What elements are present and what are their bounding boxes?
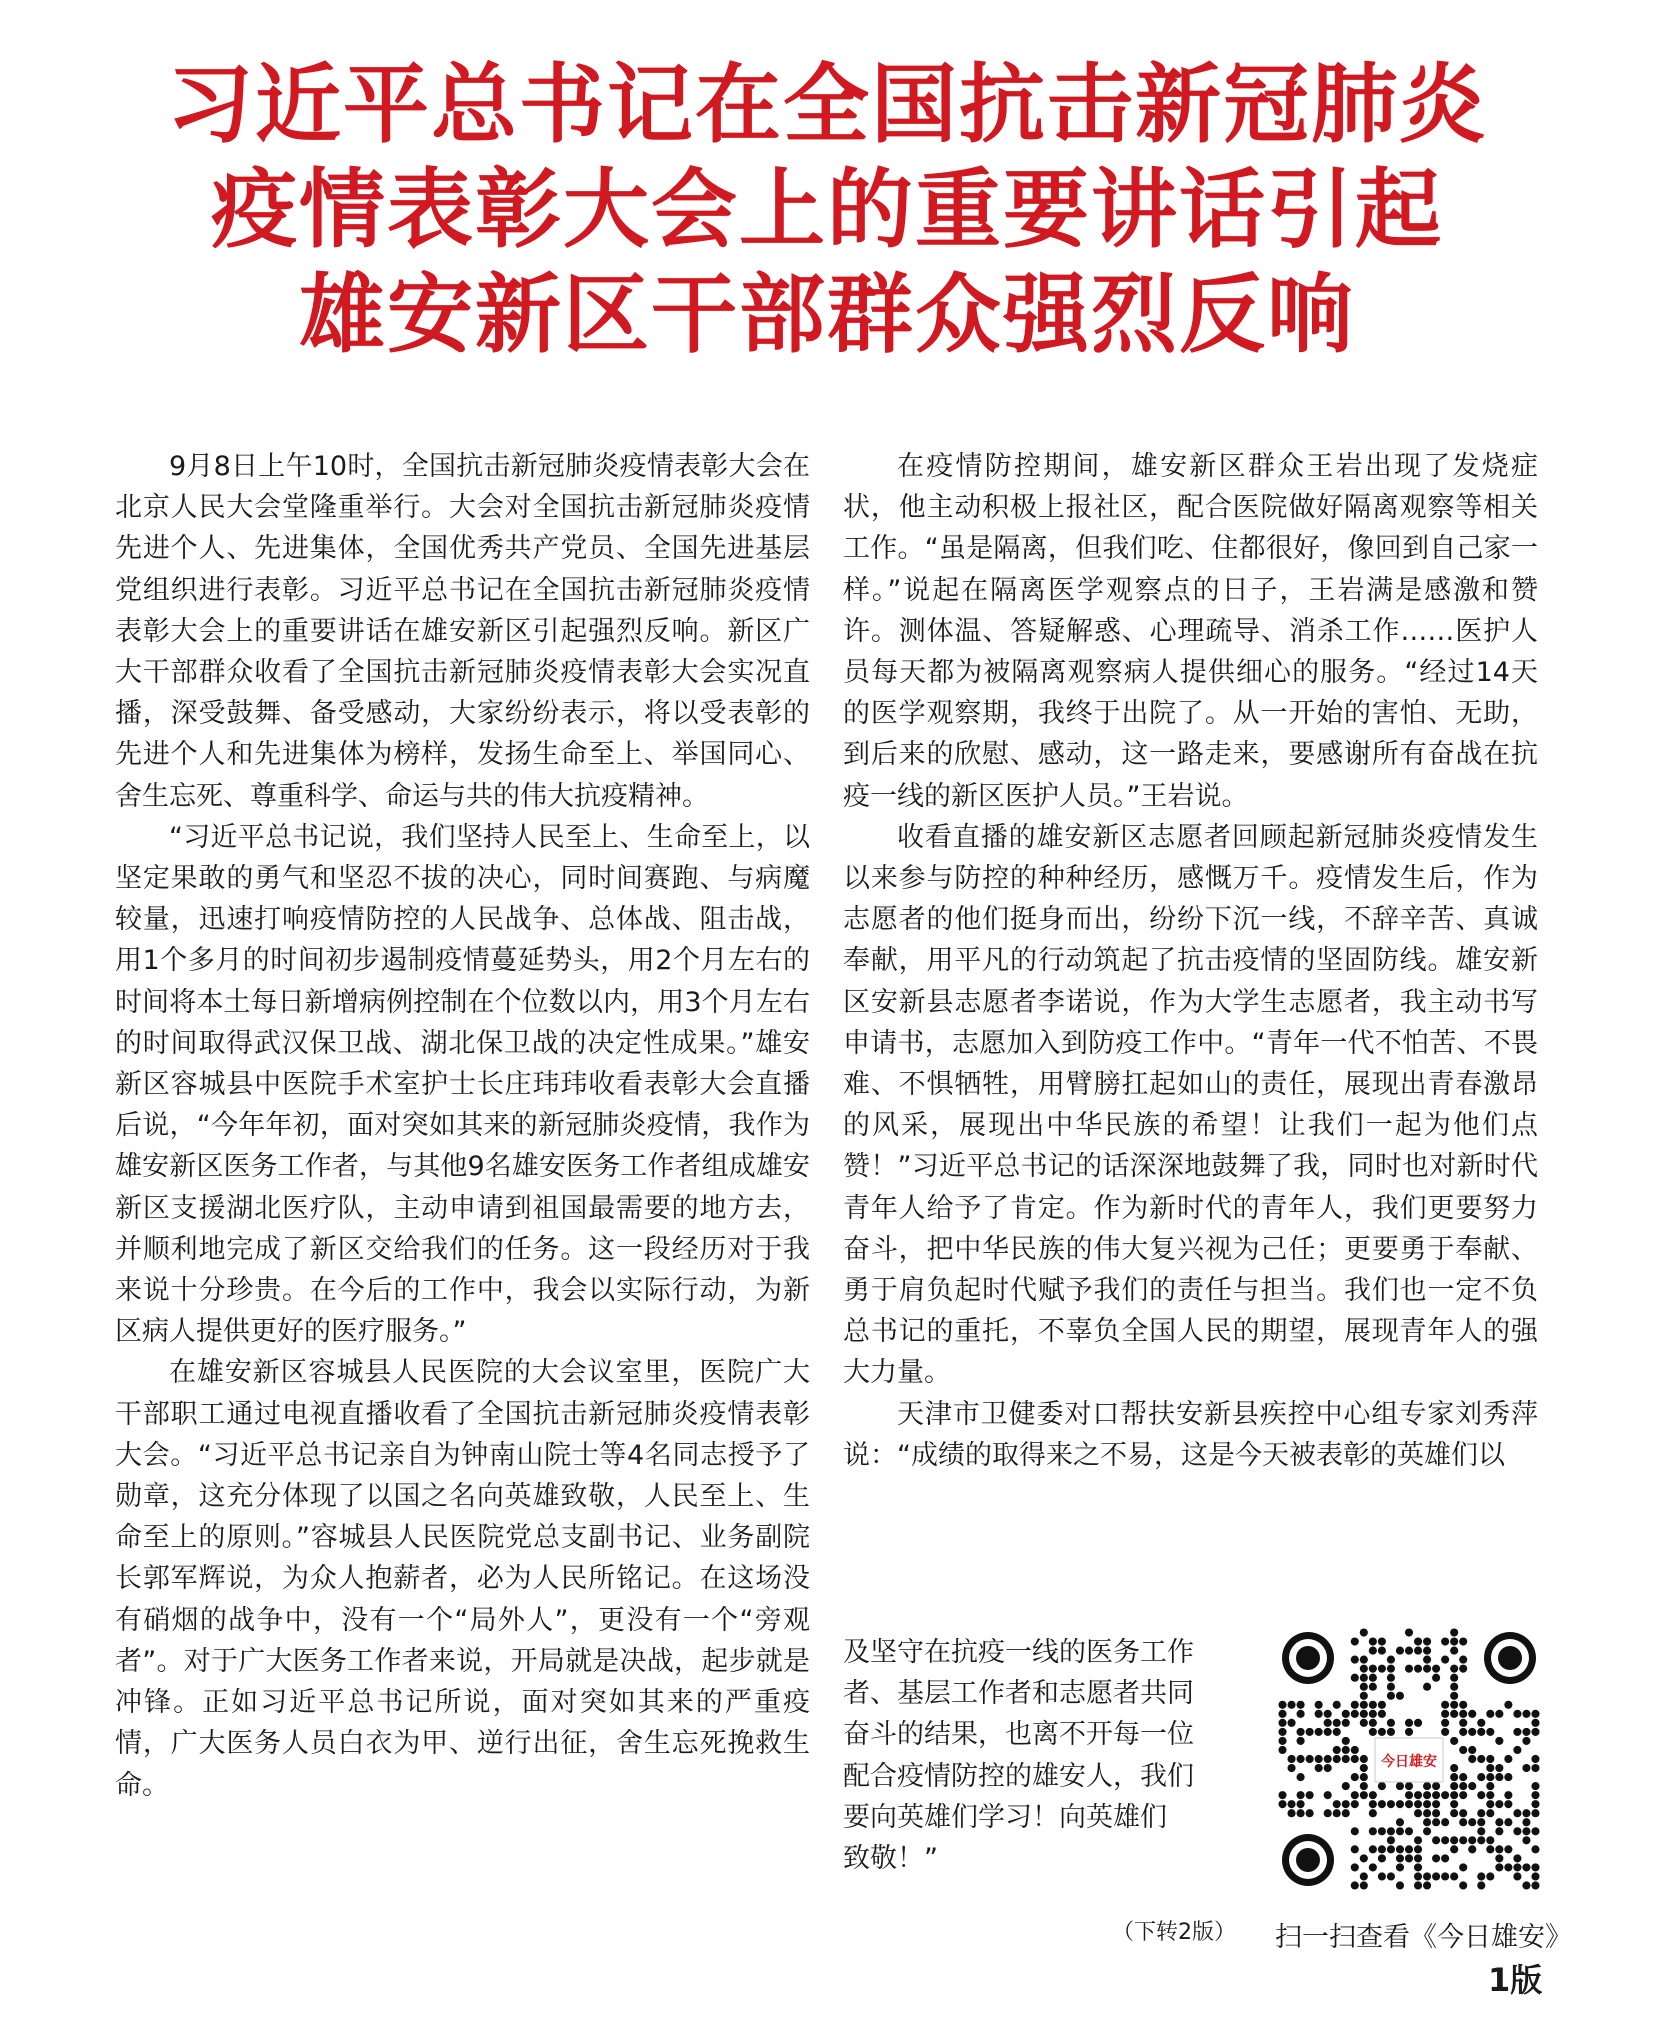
right-paragraph-3: 天津市卫健委对口帮扶安新县疾控中心组专家刘秀萍说：“成绩的取得来之不易，这是今天被表彰的英雄们以 [843,1398,1538,1471]
right-column [843,446,1538,1476]
headline-line-2: 疫情表彰大会上的重要讲话引起 [211,159,1443,260]
left-column [115,446,810,1806]
headline-line-3: 雄安新区干部群众强烈反响 [299,264,1355,365]
right-paragraph-3-continued [843,1632,1233,1879]
qr-finder-bottom-left [1282,1834,1334,1886]
page-number: 1版 [1488,1961,1543,1999]
wrap-line: 配合疫情防控的雄安人，我们 [843,1760,1194,1792]
qr-finder-top-right [1484,1632,1536,1684]
qr-finder-top-left [1282,1632,1334,1684]
left-paragraph-2: “习近平总书记说，我们坚持人民至上、生命至上，以坚定果敢的勇气和坚忍不拔的决心，同时间赛跑、与病魔较量，迅速打响疫情防控的人民战争、总体战、阻击战，用1个多月的时间初步遏制疫情蔓延势头，用2个月左右的时间将本土每日新增病例控制在个位数以内，用3个月左右的时间取得武汉保卫战、湖北保卫战的决定性成果。”雄安新区容城县中医院手术室护士长庄玮玮收看表彰大会直播后说，“今年年初，面对突如其来的新冠肺炎疫情，我作为雄安新区医务工作者，与其他9名雄安医务工作者组成雄安新区支援湖北医疗队，主动申请到祖国最需要的地方去，并顺利地完成了新区交给我们的任务。这一段经历对于我来说十分珍贵。在今后的工作中，我会以实际行动，为新区病人提供更好的医疗服务。” [115,821,810,1348]
right-paragraph-1: 在疫情防控期间，雄安新区群众王岩出现了发烧症状，他主动积极上报社区，配合医院做好隔离观察等相关工作。“虽是隔离，但我们吃、住都很好，像回到自己家一样。”说起在隔离医学观察点的日子，王岩满是感激和赞许。测体温、答疑解惑、心理疏导、消杀工作……医护人员每天都为被隔离观察病人提供细心的服务。“经过14天的医学观察期，我终于出院了。从一开始的害怕、无助，到后来的欣慰、感动，这一路走来，要感谢所有奋战在抗疫一线的新区医护人员。”王岩说。 [843,451,1538,812]
left-paragraph-3: 在雄安新区容城县人民医院的大会议室里，医院广大干部职工通过电视直播收看了全国抗击新冠肺炎疫情表彰大会。“习近平总书记亲自为钟南山院士等4名同志授予了勋章，这充分体现了以国之名向英雄致敬，人民至上、生命至上的原则。”容城县人民医院党总支副书记、业务副院长郭军辉说，为众人抱薪者，必为人民所铭记。在这场没有硝烟的战争中，没有一个“局外人”，更没有一个“旁观者”。对于广大医务工作者来说，开局就是决战，起步就是冲锋。正如习近平总书记所说，面对突如其来的严重疫情，广大医务人员白衣为甲、逆行出征，舍生忘死挽救生命。 [115,1357,810,1801]
wrap-line: 奋斗的结果，也离不开每一位 [843,1719,1194,1751]
wrap-line: 及坚守在抗疫一线的医务工作 [843,1637,1194,1668]
right-paragraph-2: 收看直播的雄安新区志愿者回顾起新冠肺炎疫情发生以来参与防控的种种经历，感慨万千。疫情发生后，作为志愿者的他们挺身而出，纷纷下沉一线，不辞辛苦、真诚奉献，用平凡的行动筑起了抗击疫情的坚固防线。雄安新区安新县志愿者李诺说，作为大学生志愿者，我主动书写申请书，志愿加入到防疫工作中。“青年一代不怕苦、不畏难、不惧牺牲，用臂膀扛起如山的责任，展现出青春激昂的风采，展现出中华民族的希望！让我们一起为他们点赞！”习近平总书记的话深深地鼓舞了我，同时也对新时代青年人给予了肯定。作为新时代的青年人，我们更要努力奋斗，把中华民族的伟大复兴视为己任；更要勇于奉献、勇于肩负起时代赋予我们的责任与担当。我们也一定不负总书记的重托，不辜负全国人民的期望，展现青年人的强大力量。 [843,821,1538,1389]
headline [0,52,1654,367]
wrap-line: 致敬！” [843,1843,938,1875]
qr-logo-label: 今日雄安 [1381,1754,1437,1770]
continued-note: （下转2版） [1112,1920,1236,1945]
wrap-line: 者、基层工作者和志愿者共同 [843,1678,1194,1710]
qr-caption: 扫一扫查看《今日雄安》 [1275,1922,1572,1953]
headline-line-1: 习近平总书记在全国抗击新冠肺炎 [167,54,1487,155]
qr-code[interactable] [1278,1628,1540,1890]
left-paragraph-1: 9月8日上午10时，全国抗击新冠肺炎疫情表彰大会在北京人民大会堂隆重举行。大会对全国抗击新冠肺炎疫情先进个人、先进集体，全国优秀共产党员、全国先进基层党组织进行表彰。习近平总书记在全国抗击新冠肺炎疫情表彰大会上的重要讲话在雄安新区引起强烈反响。新区广大干部群众收看了全国抗击新冠肺炎疫情表彰大会实况直播，深受鼓舞、备受感动，大家纷纷表示，将以受表彰的先进个人和先进集体为榜样，发扬生命至上、举国同心、舍生忘死、尊重科学、命运与共的伟大抗疫精神。 [115,451,810,812]
wrap-line: 要向英雄们学习！向英雄们 [843,1801,1167,1833]
